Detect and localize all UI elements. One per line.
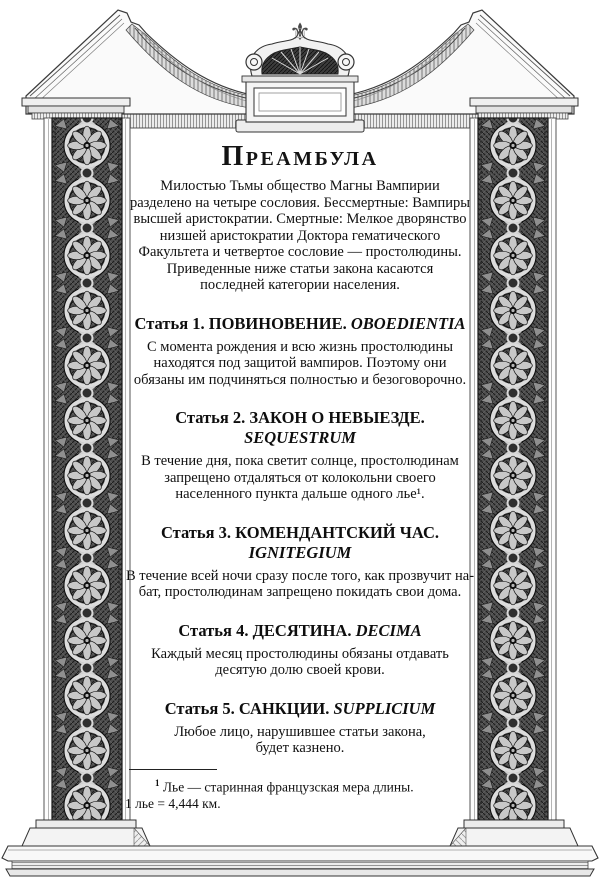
body-line: десятую долю своей крови. (215, 662, 385, 678)
articles (125, 314, 475, 757)
preamble-line: разделено на четыре сословия. Бессмертные: Вампиры (129, 194, 471, 211)
preamble-line: Милостью Тьмы общество Магны Вампирии (160, 178, 440, 194)
page-title: Преамбула (221, 141, 379, 172)
body-line: Каждый месяц простолюдины обязаны отдавать (151, 645, 449, 662)
fleur-de-lis-icon: ⚜ (289, 18, 311, 46)
footnote-rule (129, 769, 217, 770)
body-line: будет казнено. (255, 740, 345, 756)
preamble-line: высшей аристократии. Смертные: Мелкое дворянство (133, 211, 467, 227)
article-heading: Статья 2. ЗАКОН О НЕВЫЕЗДЕ. SEQUESTRUM (175, 408, 425, 447)
article-heading-latin: DECIMA (355, 620, 422, 640)
article-heading: Статья 3. КОМЕНДАНТСКИЙ ЧАС. IGNITEGIUM (160, 522, 440, 562)
body-line: В течение всей ночи сразу после того, как прозвучит на- (125, 567, 475, 584)
article-heading-latin: IGNITEGIUM (248, 542, 352, 562)
article-body (125, 568, 475, 601)
article-heading-latin: OBOEDIENTIA (350, 313, 466, 333)
body-line: В течение дня, пока светит солнце, простолюдинам (141, 453, 459, 469)
preamble-line: Факультета и четвертое сословие — простолюдины. (138, 244, 462, 260)
article-heading: Статья 5. САНКЦИИ. SUPPLICIUM (164, 698, 436, 718)
body-line: Любое лицо, нарушившее статьи закона, (174, 723, 426, 740)
article (125, 699, 475, 757)
article-body (125, 453, 475, 503)
article-heading-latin: SUPPLICIUM (333, 698, 436, 718)
left-volute-scroll (246, 54, 262, 70)
preamble (125, 178, 475, 294)
body-line: населенного пункта дальше одного лье¹. (175, 486, 425, 502)
article-body (125, 724, 475, 757)
base-platform (2, 846, 598, 876)
footnote-line: 1 лье = 4,444 км. (125, 796, 221, 811)
body-line: бат, простолюдинам запрещено покидать свои дома. (138, 584, 462, 600)
footnote-marker: 1 (155, 777, 160, 788)
preamble-line: Приведенные ниже статьи закона касаются (166, 260, 434, 277)
preamble-line: низшей аристократии Доктора гематического (159, 227, 441, 244)
right-volute-scroll (338, 54, 354, 70)
article-heading: Статья 1. ПОВИНОВЕНИЕ. OBOEDIENTIA (134, 313, 466, 333)
article (125, 408, 475, 503)
law-text-column (125, 142, 475, 812)
article-heading: Статья 4. ДЕСЯТИНА. DECIMA (178, 620, 422, 640)
body-line: находятся под защитой вампиров. Поэтому они (153, 355, 447, 371)
article (125, 621, 475, 679)
preamble-line: последней категории населения. (200, 277, 400, 293)
article (125, 314, 475, 389)
footnote-line: $^1$ Лье — старинная французская мера длины. (155, 777, 414, 794)
article (125, 523, 475, 601)
article-heading-latin: SEQUESTRUM (244, 428, 356, 447)
article-body (125, 339, 475, 389)
body-line: запрещено отдаляться от колокольни своего (164, 469, 436, 486)
article-body (125, 646, 475, 679)
footnote (125, 769, 475, 813)
body-line: обязаны им подчиняться полностью и безоговорочно. (133, 371, 467, 388)
body-line: С момента рождения и всю жизнь простолюдины (147, 338, 453, 355)
pediment-cartouche (236, 18, 364, 132)
